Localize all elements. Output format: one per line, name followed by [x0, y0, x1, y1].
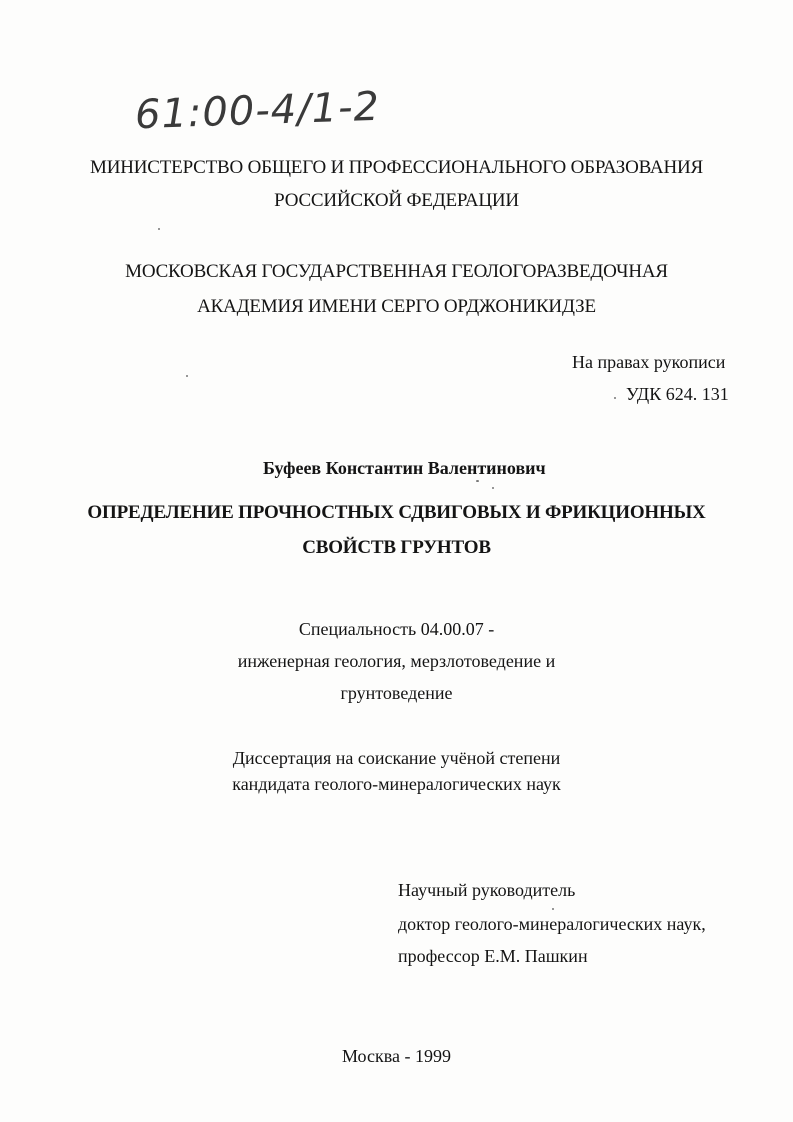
supervisor-line-3: профессор Е.М. Пашкин: [398, 946, 588, 966]
scan-speck: [476, 480, 479, 482]
scan-speck: [492, 487, 494, 489]
academy-line-2: АКАДЕМИЯ ИМЕНИ СЕРГО ОРДЖОНИКИДЗЕ: [197, 296, 596, 317]
specialty-line-2: инженерная геология, мерзлотоведение и: [237, 651, 556, 671]
supervisor-line-1: Научный руководитель: [398, 880, 576, 900]
author-name: Буфеев Константин Валентинович: [263, 458, 546, 478]
scan-speck: [614, 397, 616, 399]
dissertation-title-line-1: ОПРЕДЕЛЕНИЕ ПРОЧНОСТНЫХ СДВИГОВЫХ И ФРИКЦИОННЫХ: [87, 502, 706, 523]
supervisor-line-2: доктор геолого-минералогических наук,: [398, 914, 706, 934]
place-year: Москва - 1999: [342, 1046, 451, 1066]
specialty-line-1: Специальность 04.00.07 -: [298, 619, 495, 639]
scan-speck: [552, 908, 554, 910]
specialty-line-3: грунтоведение: [340, 683, 453, 703]
scan-speck: [186, 375, 188, 377]
ministry-line-2: РОССИЙСКОЙ ФЕДЕРАЦИИ: [274, 190, 519, 211]
degree-line-2: кандидата геолого-минералогических наук: [232, 774, 561, 794]
scan-speck: [158, 228, 160, 230]
udk-code: УДК 624. 131: [626, 384, 729, 404]
archive-handwritten-mark: 61:00-4/1-2: [134, 83, 381, 139]
manuscript-note: На правах рукописи: [572, 352, 726, 372]
degree-line-1: Диссертация на соискание учёной степени: [232, 748, 561, 768]
dissertation-title-line-2: СВОЙСТВ ГРУНТОВ: [302, 537, 491, 558]
academy-line-1: МОСКОВСКАЯ ГОСУДАРСТВЕННАЯ ГЕОЛОГОРАЗВЕДОЧНАЯ: [125, 261, 668, 282]
ministry-line-1: МИНИСТЕРСТВО ОБЩЕГО И ПРОФЕССИОНАЛЬНОГО ОБРАЗОВАНИЯ: [90, 157, 703, 178]
